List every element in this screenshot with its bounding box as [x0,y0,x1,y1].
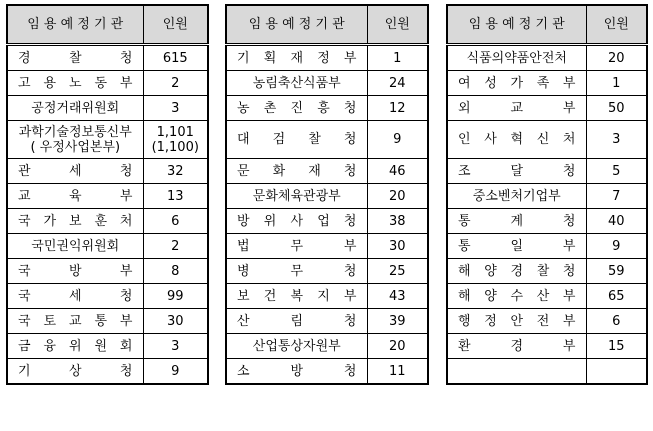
agency-name-text: 통 계 청 [458,213,576,229]
headcount-text: 2 [171,238,180,254]
headcount [367,309,428,334]
agency-name-text: 기 획 재 정 부 [237,50,357,66]
headcount-text: 39 [388,313,406,329]
table-row [7,159,208,184]
table-row [226,45,428,71]
headcount-text: 5 [612,163,621,179]
headcount-text: 30 [388,238,406,254]
headcount [586,96,647,121]
agency-name-text: 고 용 노 동 부 [18,75,133,91]
headcount-text: 43 [388,288,406,304]
headcount [367,159,428,184]
headcount-text: 20 [388,338,406,354]
agency-table-2 [225,4,429,385]
headcount [143,334,208,359]
table-row [447,71,647,96]
headcount-text: 3 [612,132,621,147]
headcount-text: 20 [388,188,406,204]
table-row [447,359,647,385]
headcount-text: 2 [171,75,180,91]
agency-name-text: 금 융 위 원 회 [18,338,133,354]
agency-name [447,209,586,234]
agency-name-text: 해 양 경 찰 청 [458,263,576,279]
agency-name [226,159,367,184]
headcount [143,359,208,385]
agency-name [7,71,143,96]
agency-name [226,121,367,159]
headcount [143,309,208,334]
headcount [586,184,647,209]
headcount-text: 32 [166,163,184,179]
agency-name [447,359,586,385]
agency-name-text: 조 달 청 [458,163,576,179]
headcount [367,334,428,359]
agency-name [7,209,143,234]
headcount [367,121,428,159]
agency-subname-text: ( 우정사업본부) [30,139,121,155]
table-row [447,96,647,121]
agency-name-text: 과학기술정보통신부 [18,124,132,140]
headcount-text: 615 [162,50,188,66]
header-count: 인원 [586,5,647,45]
agency-name [7,96,143,121]
header-count: 인원 [367,5,428,45]
agency-name [7,121,143,159]
agency-name-text: 농 촌 진 흥 청 [237,100,357,116]
headcount-text: 12 [388,100,406,116]
headcount [143,45,208,71]
headcount [367,234,428,259]
headcount [586,45,647,71]
headcount [586,159,647,184]
headcount [586,284,647,309]
agency-name-text: 국 가 보 훈 처 [18,213,133,229]
headcount [586,209,647,234]
agency-name [7,334,143,359]
agency-name-text: 외 교 부 [458,100,576,116]
agency-name [226,71,367,96]
headcount-text: 1 [393,50,402,66]
agency-name-text: 병 무 청 [237,263,357,279]
headcount-text: 8 [171,263,180,279]
agency-name-text: 통 일 부 [458,238,576,254]
headcount [586,309,647,334]
agency-name-text: 관 세 청 [18,163,133,179]
table-row [7,309,208,334]
agency-name-text: 여 성 가 족 부 [458,75,576,91]
headcount [367,71,428,96]
agency-name-text: 해 양 수 산 부 [458,288,576,304]
agency-name-text: 교 육 부 [18,188,133,204]
agency-name [447,334,586,359]
agency-name [7,45,143,71]
table-row [447,259,647,284]
headcount [586,334,647,359]
headcount [143,234,208,259]
table-row [226,71,428,96]
headcount-text: 7 [612,188,621,204]
headcount [143,121,208,159]
headcount [367,284,428,309]
headcount [586,71,647,96]
table-row [7,234,208,259]
headcount [586,121,647,159]
agency-name-text: 중소벤처기업부 [472,188,561,204]
headcount-sub-text: (1,100) [151,139,199,155]
agency-name [7,359,143,385]
agency-name [447,259,586,284]
headcount-text: 65 [607,288,625,304]
agency-name [226,96,367,121]
headcount-text: 25 [388,263,406,279]
table-row [7,284,208,309]
headcount [143,159,208,184]
headcount [367,359,428,385]
headcount [367,96,428,121]
headcount-text: 24 [388,75,406,91]
agency-name-text: 공정거래위원회 [31,100,120,116]
headcount-text: 6 [612,313,621,329]
agency-name [447,184,586,209]
headcount-text: 38 [388,213,406,229]
agency-name [7,284,143,309]
headcount-text: 50 [607,100,625,116]
table-row [7,184,208,209]
table-row [226,309,428,334]
headcount-text: 1,101 [156,124,194,140]
table-row [226,159,428,184]
table-row [447,234,647,259]
agency-name-text: 행 정 안 전 부 [458,313,576,329]
headcount-text: 1 [612,75,621,91]
header-org: 임 용 예 정 기 관 [226,5,367,45]
headcount-text: 3 [171,100,180,116]
headcount [143,184,208,209]
agency-table-3 [446,4,648,385]
headcount [367,184,428,209]
table-row [447,284,647,309]
table-row [226,121,428,159]
headcount [143,96,208,121]
headcount-text: 9 [612,238,621,254]
headcount-text: 30 [166,313,184,329]
agency-name-text: 문 화 재 청 [237,163,357,179]
headcount [367,259,428,284]
headcount-text: 6 [171,213,180,229]
table-row [7,259,208,284]
headcount [367,209,428,234]
agency-name-text: 법 무 부 [237,238,357,254]
headcount-text: 9 [393,132,402,147]
table-row [226,234,428,259]
table-row [7,359,208,385]
agency-name [447,45,586,71]
header-org: 임 용 예 정 기 관 [447,5,586,45]
agency-name-text: 소 방 청 [237,363,357,379]
agency-name-text: 농림축산식품부 [252,75,341,91]
table-row [447,184,647,209]
agency-name [7,309,143,334]
headcount-text: 40 [607,213,625,229]
headcount [586,259,647,284]
agency-name [7,159,143,184]
agency-name-text: 산 림 청 [237,313,357,329]
table-row [226,184,428,209]
agency-name [447,121,586,159]
agency-name [447,71,586,96]
agency-name-text: 국 토 교 통 부 [18,313,133,329]
agency-table-1 [6,4,209,385]
agency-name [447,159,586,184]
table-row [7,45,208,71]
agency-name-text: 산업통상자원부 [252,338,341,354]
table-header-row [226,5,428,45]
table-row [226,334,428,359]
agency-name-text: 기 상 청 [18,363,133,379]
agency-name-text: 보 건 복 지 부 [237,288,357,304]
agency-name [447,234,586,259]
table-row [7,121,208,159]
headcount-text: 59 [607,263,625,279]
agency-name [226,334,367,359]
headcount [143,209,208,234]
agency-name [447,284,586,309]
headcount-text: 9 [171,363,180,379]
table-header-row [7,5,208,45]
table-row [447,121,647,159]
agency-name-text: 인 사 혁 신 처 [458,132,576,147]
headcount [586,359,647,385]
agency-name-text: 식품의약품안전처 [466,50,567,66]
agency-name [226,45,367,71]
headcount-text: 3 [171,338,180,354]
agency-name [7,234,143,259]
agency-name [226,359,367,385]
agency-name [226,209,367,234]
headcount [586,234,647,259]
headcount [143,259,208,284]
agency-name [226,259,367,284]
header-org: 임 용 예 정 기 관 [7,5,143,45]
headcount-text: 46 [388,163,406,179]
table-row [447,159,647,184]
agency-name [226,284,367,309]
agency-name-text: 국 방 부 [18,263,133,279]
table-row [7,71,208,96]
headcount-text: 13 [166,188,184,204]
headcount-text: 15 [607,338,625,354]
table-row [7,334,208,359]
agency-name-text: 국 세 청 [18,288,133,304]
table-row [226,209,428,234]
table-header-row [447,5,647,45]
table-row [447,334,647,359]
agency-name-text: 문화체육관광부 [252,188,341,204]
agency-name-text: 대 검 찰 청 [237,132,357,147]
agency-name [7,184,143,209]
headcount [367,45,428,71]
table-row [447,45,647,71]
headcount-text: 99 [166,288,184,304]
table-row [7,96,208,121]
table-row [447,209,647,234]
table-row [7,209,208,234]
table-row [226,259,428,284]
table-row [226,96,428,121]
agency-name-text: 경 찰 청 [18,50,133,66]
agency-name [7,259,143,284]
agency-name [226,234,367,259]
agency-name-text: 방 위 사 업 청 [237,213,357,229]
agency-name [226,309,367,334]
headcount-text: 11 [388,363,406,379]
agency-name [226,184,367,209]
table-row [447,309,647,334]
table-row [226,359,428,385]
header-count: 인원 [143,5,208,45]
headcount-text: 20 [607,50,625,66]
agency-name [447,309,586,334]
headcount [143,284,208,309]
headcount [143,71,208,96]
agency-name-text: 국민권익위원회 [31,238,120,254]
agency-name [447,96,586,121]
table-row [226,284,428,309]
agency-name-text: 환 경 부 [458,338,576,354]
